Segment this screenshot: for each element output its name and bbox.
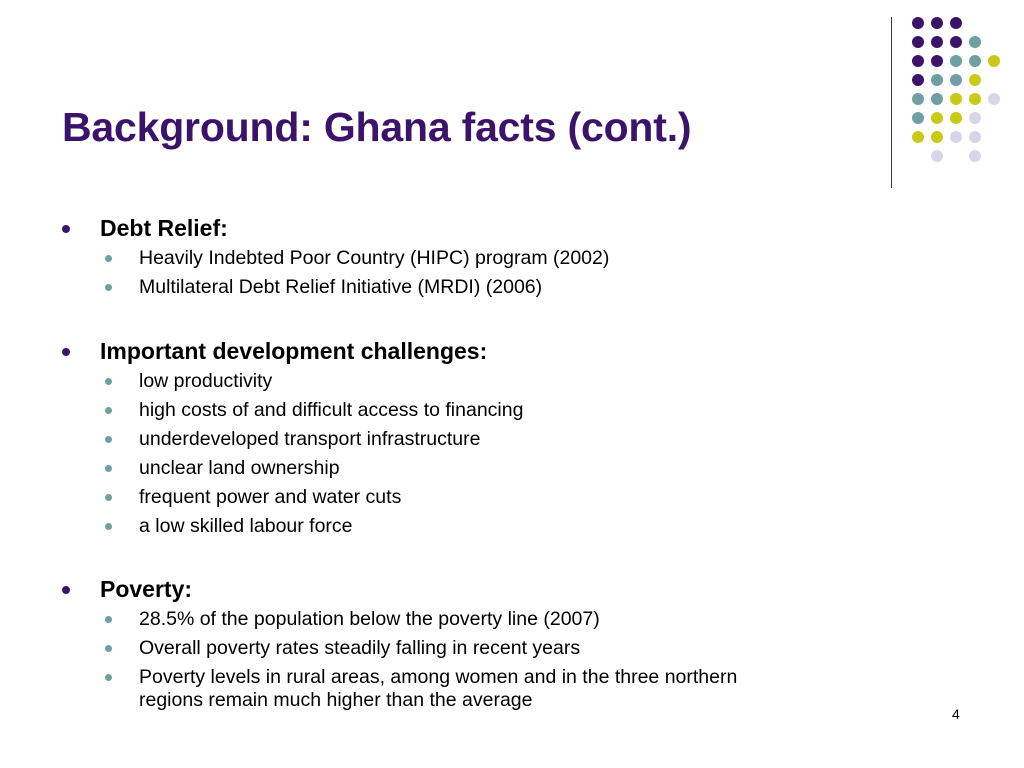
bullet-icon bbox=[105, 616, 112, 623]
bullet-icon bbox=[105, 255, 112, 262]
bullet-icon bbox=[62, 586, 70, 594]
bullet-icon bbox=[105, 674, 112, 681]
list-item-text: high costs of and difficult access to financing bbox=[139, 399, 524, 421]
bullet-icon bbox=[105, 284, 112, 291]
list-item-text: underdeveloped transport infrastructure bbox=[139, 428, 481, 450]
section-heading-text: Poverty: bbox=[100, 576, 193, 602]
list-item-text: 28.5% of the population below the poverty line (2007) bbox=[139, 608, 600, 630]
list-item-text: low productivity bbox=[139, 370, 273, 392]
list-item-text: a low skilled labour force bbox=[139, 515, 353, 537]
list-item-text: Overall poverty rates steadily falling in recent years bbox=[139, 637, 581, 659]
bullet-icon bbox=[105, 407, 112, 414]
page-number: 4 bbox=[952, 706, 960, 722]
bullet-icon bbox=[105, 436, 112, 443]
bullet-icon bbox=[105, 378, 112, 385]
bullet-icon bbox=[105, 494, 112, 501]
list-item-text: Poverty levels in rural areas, among women and in the three northern bbox=[139, 666, 738, 688]
section-heading-text: Debt Relief: bbox=[100, 215, 228, 241]
list-item-text: unclear land ownership bbox=[139, 457, 340, 479]
section-heading-text: Important development challenges: bbox=[100, 338, 488, 364]
divider-line bbox=[891, 17, 892, 188]
bullet-icon bbox=[62, 348, 70, 356]
bullet-icon bbox=[62, 225, 70, 233]
bullet-icon bbox=[105, 523, 112, 530]
slide-title: Background: Ghana facts (cont.) bbox=[62, 104, 692, 150]
list-item-text: Heavily Indebted Poor Country (HIPC) program (2002) bbox=[139, 247, 610, 269]
list-item-text: regions remain much higher than the average bbox=[139, 689, 533, 711]
list-item-text: Multilateral Debt Relief Initiative (MRDI) (2006) bbox=[139, 276, 543, 298]
list-item-text: frequent power and water cuts bbox=[139, 486, 402, 508]
bullet-icon bbox=[105, 465, 112, 472]
decorative-dot-grid-icon bbox=[900, 10, 1010, 170]
bullet-icon bbox=[105, 645, 112, 652]
